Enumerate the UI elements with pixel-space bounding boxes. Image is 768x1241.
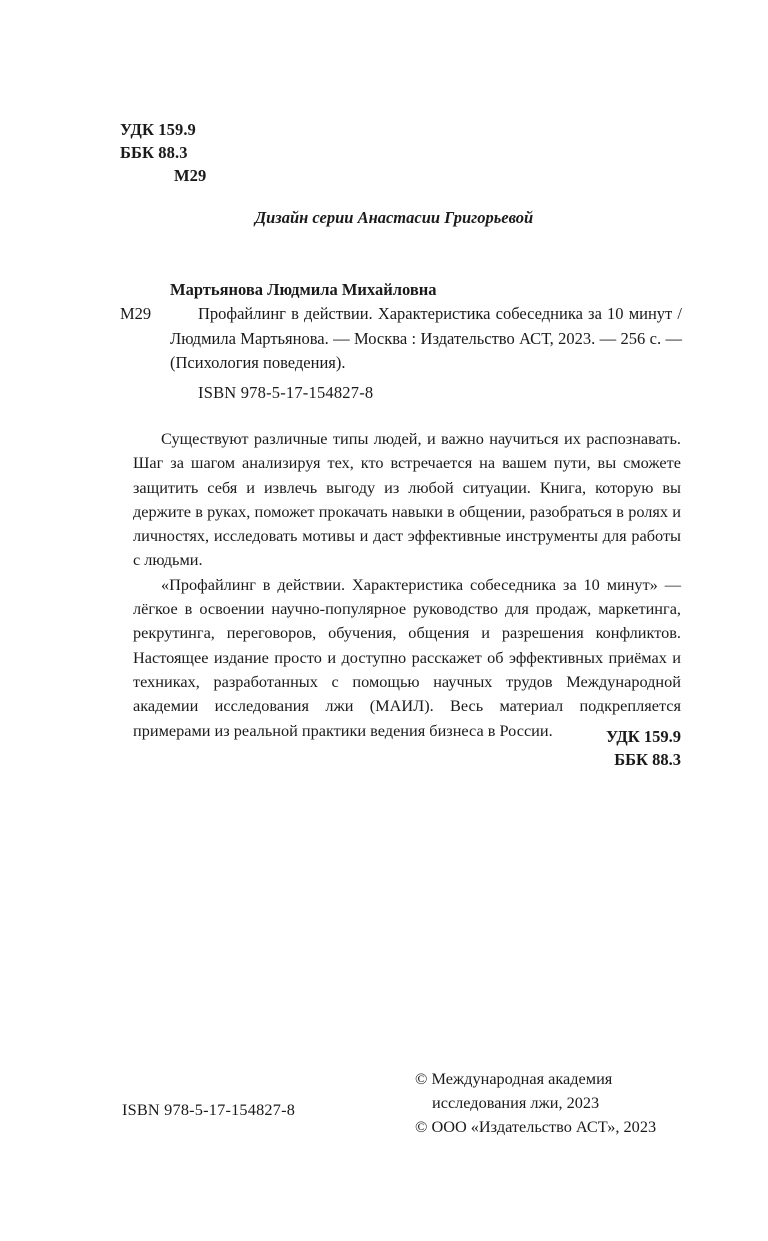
classification-header [120, 118, 340, 187]
record-indent-spacer [170, 304, 198, 323]
bibliographic-record [120, 278, 682, 376]
classification-footer [380, 725, 681, 771]
record-shelfmark: М29 [120, 304, 152, 323]
record-description-wrapper [120, 302, 682, 376]
udk-code-footer: УДК 159.9 [605, 727, 681, 746]
annotation-text [133, 427, 681, 743]
udk-code: УДК 159.9 [120, 120, 196, 139]
bbk-code: ББК 88.3 [120, 143, 188, 162]
copyright-block [415, 1067, 681, 1139]
annotation-paragraph-1: Существуют различные типы людей, и важно научиться их распознавать. Шаг за шагом анализируя тех, кто встречается на вашем пути, вы сможете защитить себя и извлечь выгоду из любой ситуации. Книга, которую вы держите в руках, поможет прокачать навыки в общении, разобраться в ролях и личностях, исследовать мотивы и даст эффективные инструменты для работы с людьми. [133, 429, 681, 570]
bbk-code-footer: ББК 88.3 [614, 750, 681, 769]
author-cipher: М29 [174, 166, 207, 185]
isbn-bottom: ISBN 978-5-17-154827-8 [122, 1100, 296, 1119]
series-design-credit: Дизайн серии Анастасии Григорьевой [254, 208, 534, 227]
copyright-line-2: исследования лжи, 2023 [432, 1093, 600, 1112]
annotation-paragraph-2: «Профайлинг в действии. Характеристика собеседника за 10 минут» — лёгкое в освоении научно-популярное руководство для продаж, маркетинга, рекрутинга, переговоров, обучения, общения и разрешения конфликтов. Настоящее издание просто и доступно расскажет об эффективных приёмах и техниках, разработанных с помощью научных трудов Международной академии исследования лжи (МАИЛ). Весь материал подкрепляется примерами из реальной практики ведения бизнеса в России. [133, 574, 681, 740]
copyright-line-1: © Международная академия [415, 1069, 613, 1088]
copyright-line-3: © ООО «Издательство АСТ», 2023 [415, 1117, 657, 1136]
record-author: Мартьянова Людмила Михайловна [170, 280, 437, 299]
isbn-main: ISBN 978-5-17-154827-8 [198, 383, 374, 402]
record-description: Профайлинг в действии. Характеристика собеседника за 10 минут / Людмила Мартьянова. — Москва : Издательство АСТ, 2023. — 256 с. — (Психология поведения). [170, 304, 682, 372]
